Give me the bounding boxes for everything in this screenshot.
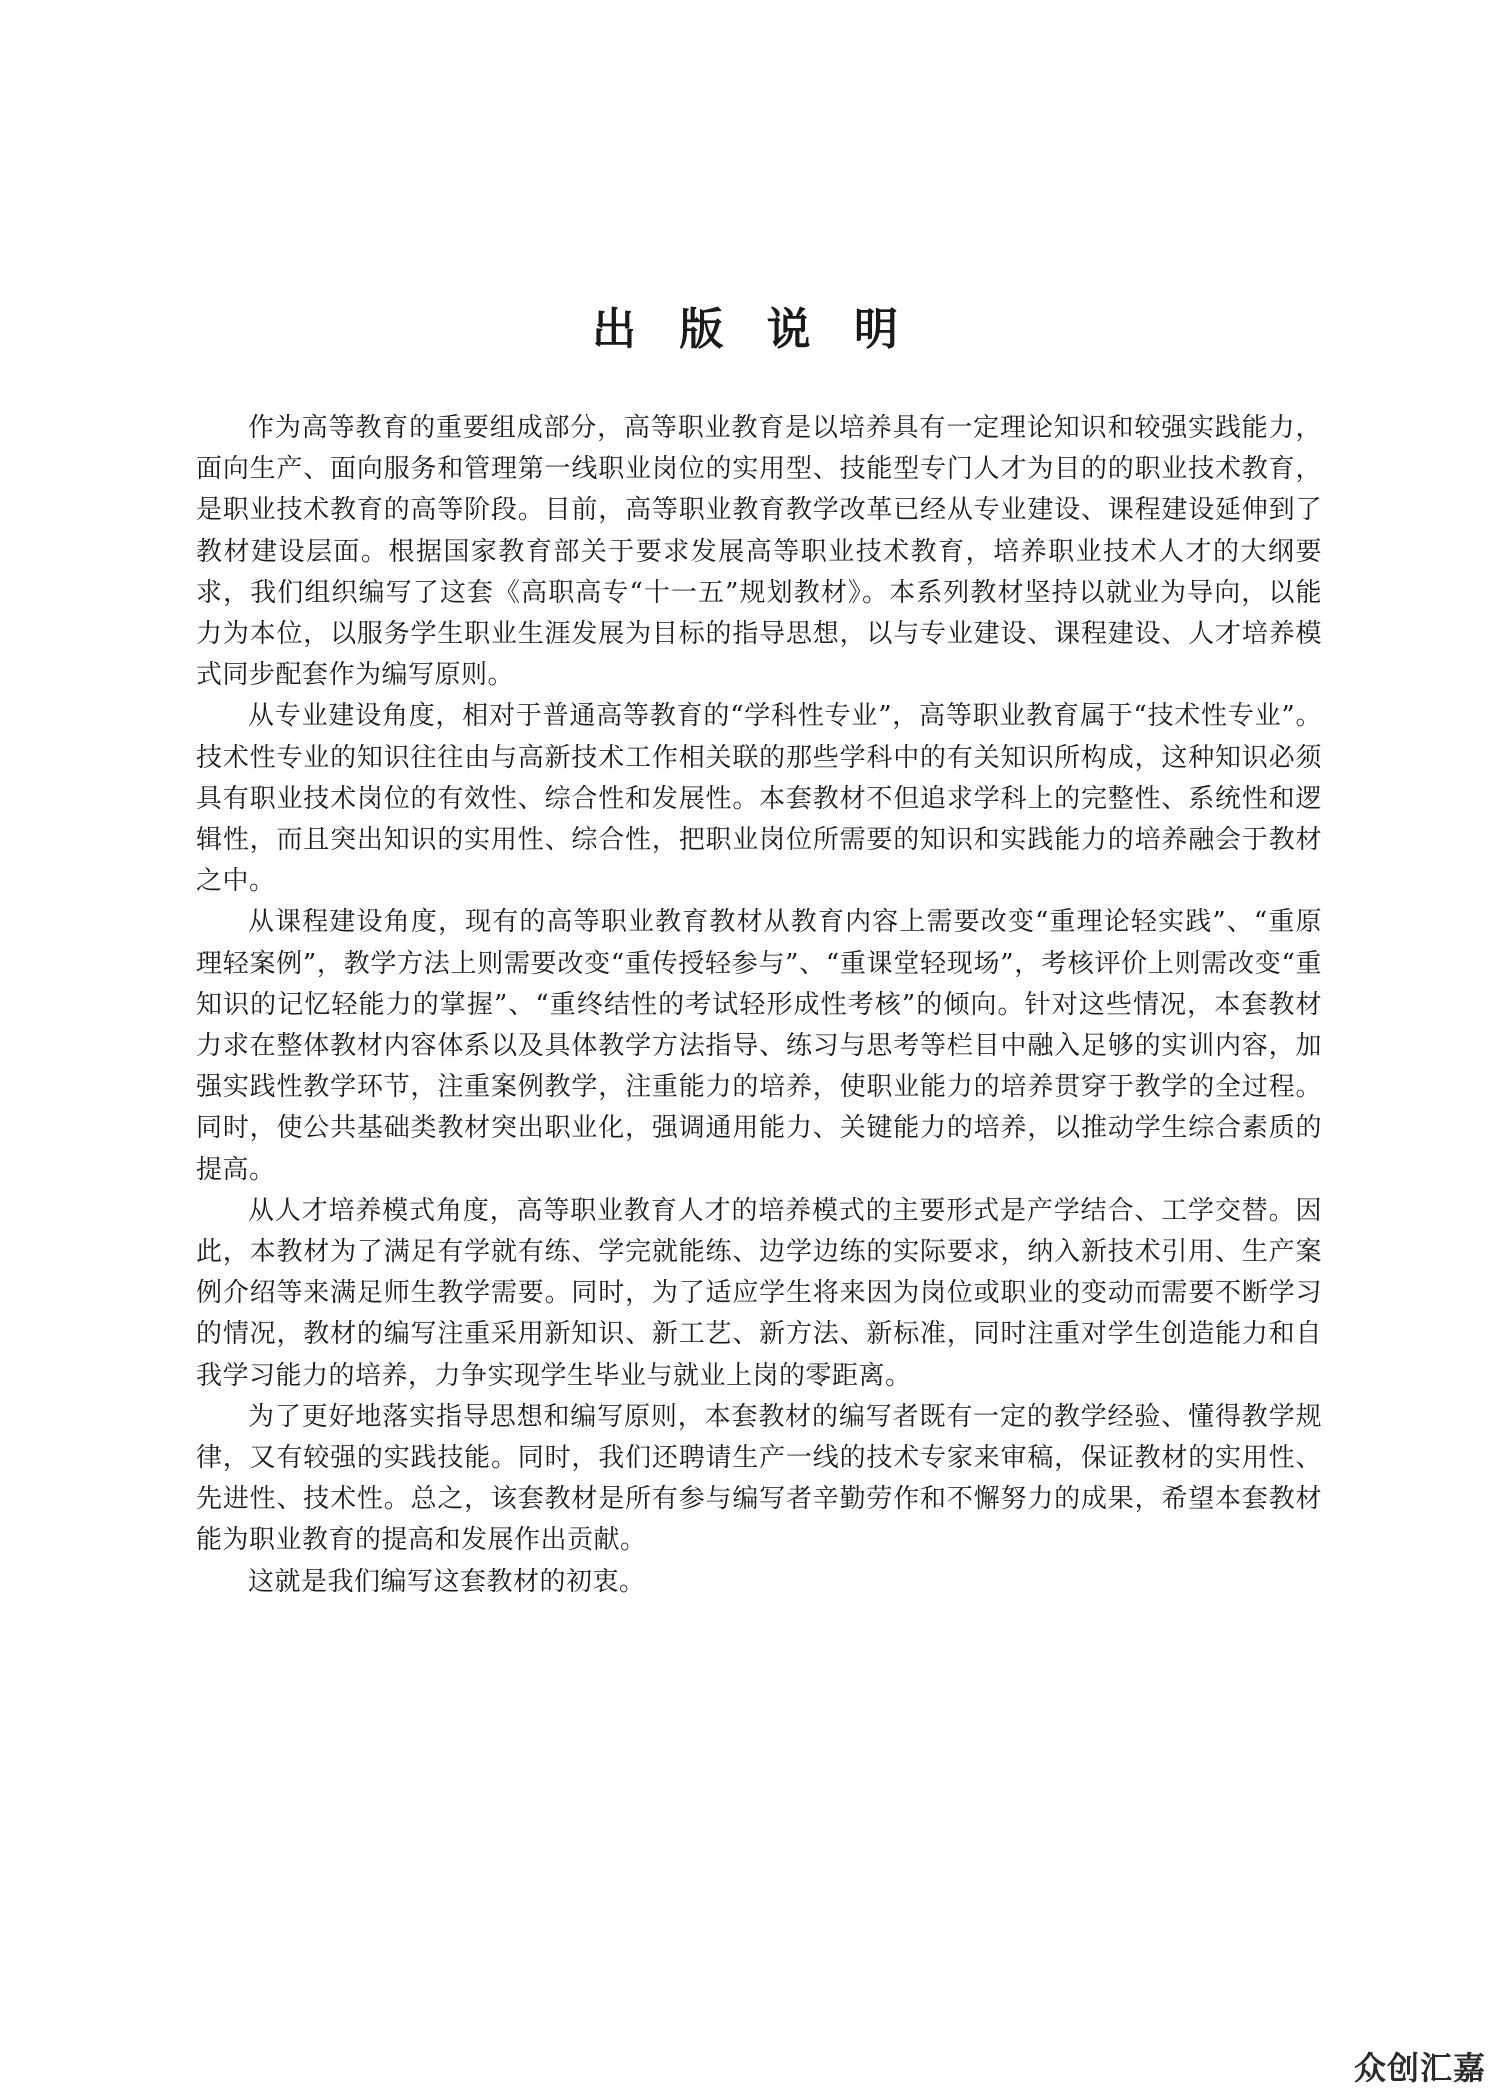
- paragraph-4: 从人才培养模式角度，高等职业教育人才的培养模式的主要形式是产学结合、工学交替。因此，本教材为了满足有学就有练、学完就能练、边学边练的实际要求，纳入新技术引用、生产案例介绍等来满足师生教学需要。同时，为了适应学生将来因为岗位或职业的变动而需要不断学习的情况，教材的编写注重采用新知识、新工艺、新方法、新标准，同时注重对学生创造能力和自我学习能力的培养，力争实现学生毕业与就业上岗的零距离。: [196, 1195, 1322, 1391]
- paragraph-6: 这就是我们编写这套教材的初衷。: [248, 1566, 646, 1597]
- page-title: 出 版 说 明: [592, 304, 912, 355]
- paragraph-3: 从课程建设角度，现有的高等职业教育教材从教育内容上需要改变“重理论轻实践”、“重原理轻案例”，教学方法上则需要改变“重传授轻参与”、“重课堂轻现场”，考核评价上则需改变“重知识的记忆轻能力的掌握”、“重终结性的考试轻形成性考核”的倾向。针对这些情况，本套教材力求在整体教材内容体系以及具体教学方法指导、练习与思考等栏目中融入足够的实训内容，加强实践性教学环节，注重案例教学，注重能力的培养，使职业能力的培养贯穿于教学的全过程。同时，使公共基础类教材突出职业化，强调通用能力、关键能力的培养，以推动学生综合素质的提高。: [196, 907, 1322, 1185]
- paragraph-1: 作为高等教育的重要组成部分，高等职业教育是以培养具有一定理论知识和较强实践能力，面向生产、面向服务和管理第一线职业岗位的实用型、技能型专门人才为目的的职业技术教育，是职业技术教育的高等阶段。目前，高等职业教育教学改革已经从专业建设、课程建设延伸到了教材建设层面。根据国家教育部关于要求发展高等职业技术教育，培养职业技术人才的大纲要求，我们组织编写了这套《高职高专“十一五”规划教材》。本系列教材坚持以就业为导向，以能力为本位，以服务学生职业生涯发展为目标的指导思想，以与专业建设、课程建设、人才培养模式同步配套作为编写原则。: [196, 413, 1322, 691]
- watermark-logo: 众创汇嘉: [1353, 2049, 1486, 2087]
- paragraph-5: 为了更好地落实指导思想和编写原则，本套教材的编写者既有一定的教学经验、懂得教学规律，又有较强的实践技能。同时，我们还聘请生产一线的技术专家来审稿，保证教材的实用性、先进性、技术性。总之，该套教材是所有参与编写者辛勤劳作和不懈努力的成果，希望本套教材能为职业教育的提高和发展作出贡献。: [196, 1401, 1322, 1556]
- document-body: [196, 408, 1322, 1603]
- paragraph-2: 从专业建设角度，相对于普通高等教育的“学科性专业”，高等职业教育属于“技术性专业”。技术性专业的知识往往由与高新技术工作相关联的那些学科中的有关知识所构成，这种知识必须具有职业技术岗位的有效性、综合性和发展性。本套教材不但追求学科上的完整性、系统性和逻辑性，而且突出知识的实用性、综合性，把职业岗位所需要的知识和实践能力的培养融会于教材之中。: [196, 701, 1322, 897]
